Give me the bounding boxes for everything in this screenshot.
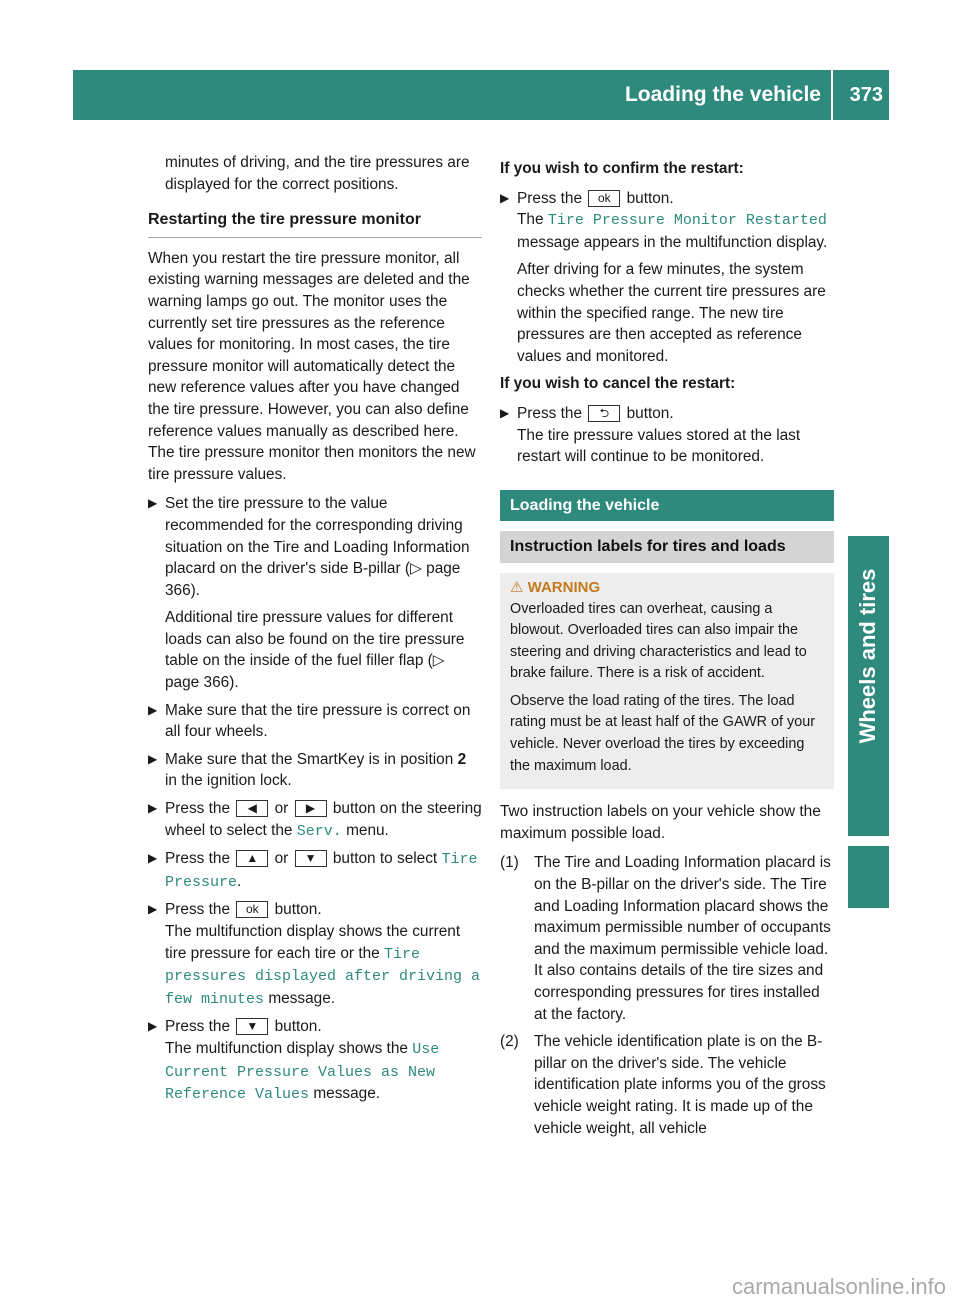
down-key-icon: ▼ [295, 850, 327, 867]
side-tab-marker [848, 846, 889, 908]
step-item [148, 493, 482, 693]
header-divider [831, 70, 833, 120]
step-item [148, 749, 482, 792]
watermark: carmanualsonline.info [731, 1274, 946, 1299]
step-text: Set the tire pressure to the value recommended for the corresponding driving situation on the Tire and Loading Information placard on the driver's side B-pillar (▷ page 366). [165, 495, 470, 599]
warning-label: WARNING [527, 578, 601, 596]
warning-header [510, 577, 824, 599]
step-item [148, 848, 482, 893]
page-header [73, 70, 889, 120]
step-text: Make sure that the tire pressure is correct on all four wheels. [165, 701, 471, 741]
step-arrow-icon: ▶ [148, 902, 158, 917]
step-note: Additional tire pressure values for different loads can also be found on the tire pressure table on the inside of the fuel filler flap (▷ page 366). [165, 609, 465, 692]
body-paragraph: When you restart the tire pressure monitor, all existing warning messages are deleted and the warning lamps go out. The monitor uses the currently set tire pressures as the reference values for monitoring. In most cases, the tire pressure monitor will automatically detect the new reference values after you have changed the tire pressure. However, you can also define reference values manually as described here. The tire pressure monitor then monitors the new tire pressure values. [148, 249, 476, 483]
step-arrow-icon: ▶ [148, 496, 158, 511]
ok-key-icon: ok [588, 190, 620, 207]
side-tab-label: Wheels and tires [855, 568, 880, 744]
step-arrow-icon: ▶ [148, 751, 158, 766]
list-item [500, 852, 834, 1025]
step-arrow-icon: ▶ [148, 702, 158, 717]
right-column [500, 152, 834, 1145]
step-item [500, 403, 834, 468]
list-number: (2) [500, 1033, 519, 1051]
step-text: Press the ok button. The Tire Pressure Monitor Restarted message appears in the multifunction display. [517, 189, 828, 251]
page-number: 373 [849, 84, 883, 106]
step-item [148, 899, 482, 1010]
subsection-band: Instruction labels for tires and loads [500, 531, 834, 563]
warning-text: Observe the load rating of the tires. The load rating must be at least half of the GAWR of your vehicle. Never overload the tires by exceeding the maximum load. [510, 692, 816, 774]
warning-box [500, 573, 834, 789]
step-text: Press the ⮌ button. The tire pressure values stored at the last restart will continue to be monitored. [517, 404, 801, 466]
down-key-icon: ▼ [236, 1018, 268, 1035]
step-text: Press the ▼ button. The multifunction display shows the Use Current Pressure Values as New Reference Values message. [165, 1018, 440, 1104]
ok-key-icon: ok [236, 901, 268, 918]
body-paragraph: Two instruction labels on your vehicle show the maximum possible load. [500, 803, 821, 842]
cancel-heading: If you wish to cancel the restart: [500, 375, 736, 393]
warning-text: Overloaded tires can overheat, causing a blowout. Overloaded tires can also impair the steering and driving characteristics and lead to brake failure. There is a risk of accident. [510, 600, 807, 682]
step-item [148, 798, 482, 842]
intro-text: minutes of driving, and the tire pressures are displayed for the correct positions. [165, 154, 470, 193]
step-arrow-icon: ▶ [148, 801, 158, 816]
list-item [500, 1031, 834, 1139]
section-band: Loading the vehicle [500, 490, 834, 522]
up-key-icon: ▲ [236, 850, 268, 867]
step-text: Press the ok button. The multifunction display shows the current tire pressure for each tire or the Tire pressures displayed after driving a few minutes message. [165, 901, 481, 1008]
list-number: (1) [500, 854, 519, 872]
chapter-title: Loading the vehicle [624, 83, 821, 106]
warning-triangle-icon: ⚠ [510, 578, 524, 596]
section-heading: Restarting the tire pressure monitor [148, 209, 482, 238]
confirm-heading: If you wish to confirm the restart: [500, 160, 744, 177]
step-text: Make sure that the SmartKey is in position 2 in the ignition lock. [165, 750, 467, 790]
step-arrow-icon: ▶ [500, 405, 510, 420]
step-arrow-icon: ▶ [148, 851, 158, 866]
step-arrow-icon: ▶ [500, 190, 510, 205]
step-note: After driving for a few minutes, the system checks whether the current tire pressures are within the specified range. The new tire pressures are then accepted as reference values and monitored. [517, 261, 826, 365]
step-item [148, 1016, 482, 1105]
back-key-icon: ⮌ [588, 405, 620, 422]
left-key-icon: ◀ [236, 800, 268, 817]
list-text: The vehicle identification plate is on the B-pillar on the driver's side. The vehicle identification plate informs you of the gross vehicle weight rating. It is made up of the vehicle weight, all vehicle [534, 1033, 826, 1137]
step-arrow-icon: ▶ [148, 1019, 158, 1034]
step-item [148, 700, 482, 743]
step-item [500, 188, 834, 368]
list-text: The Tire and Loading Information placard is on the B-pillar on the driver's side. The Tire and Loading Information placard shows the maximum permissible number of occupants and the maximum permissible vehicle load. It also contains details of the tire sizes and corresponding pressures for tires installed at the factory. [534, 854, 831, 1023]
step-text: Press the ◀ or ▶ button on the steering wheel to select the Serv. menu. [165, 800, 482, 840]
left-column [148, 152, 482, 1112]
step-text: Press the ▲ or ▼ button to select Tire Pressure. [165, 850, 478, 891]
right-key-icon: ▶ [295, 800, 327, 817]
